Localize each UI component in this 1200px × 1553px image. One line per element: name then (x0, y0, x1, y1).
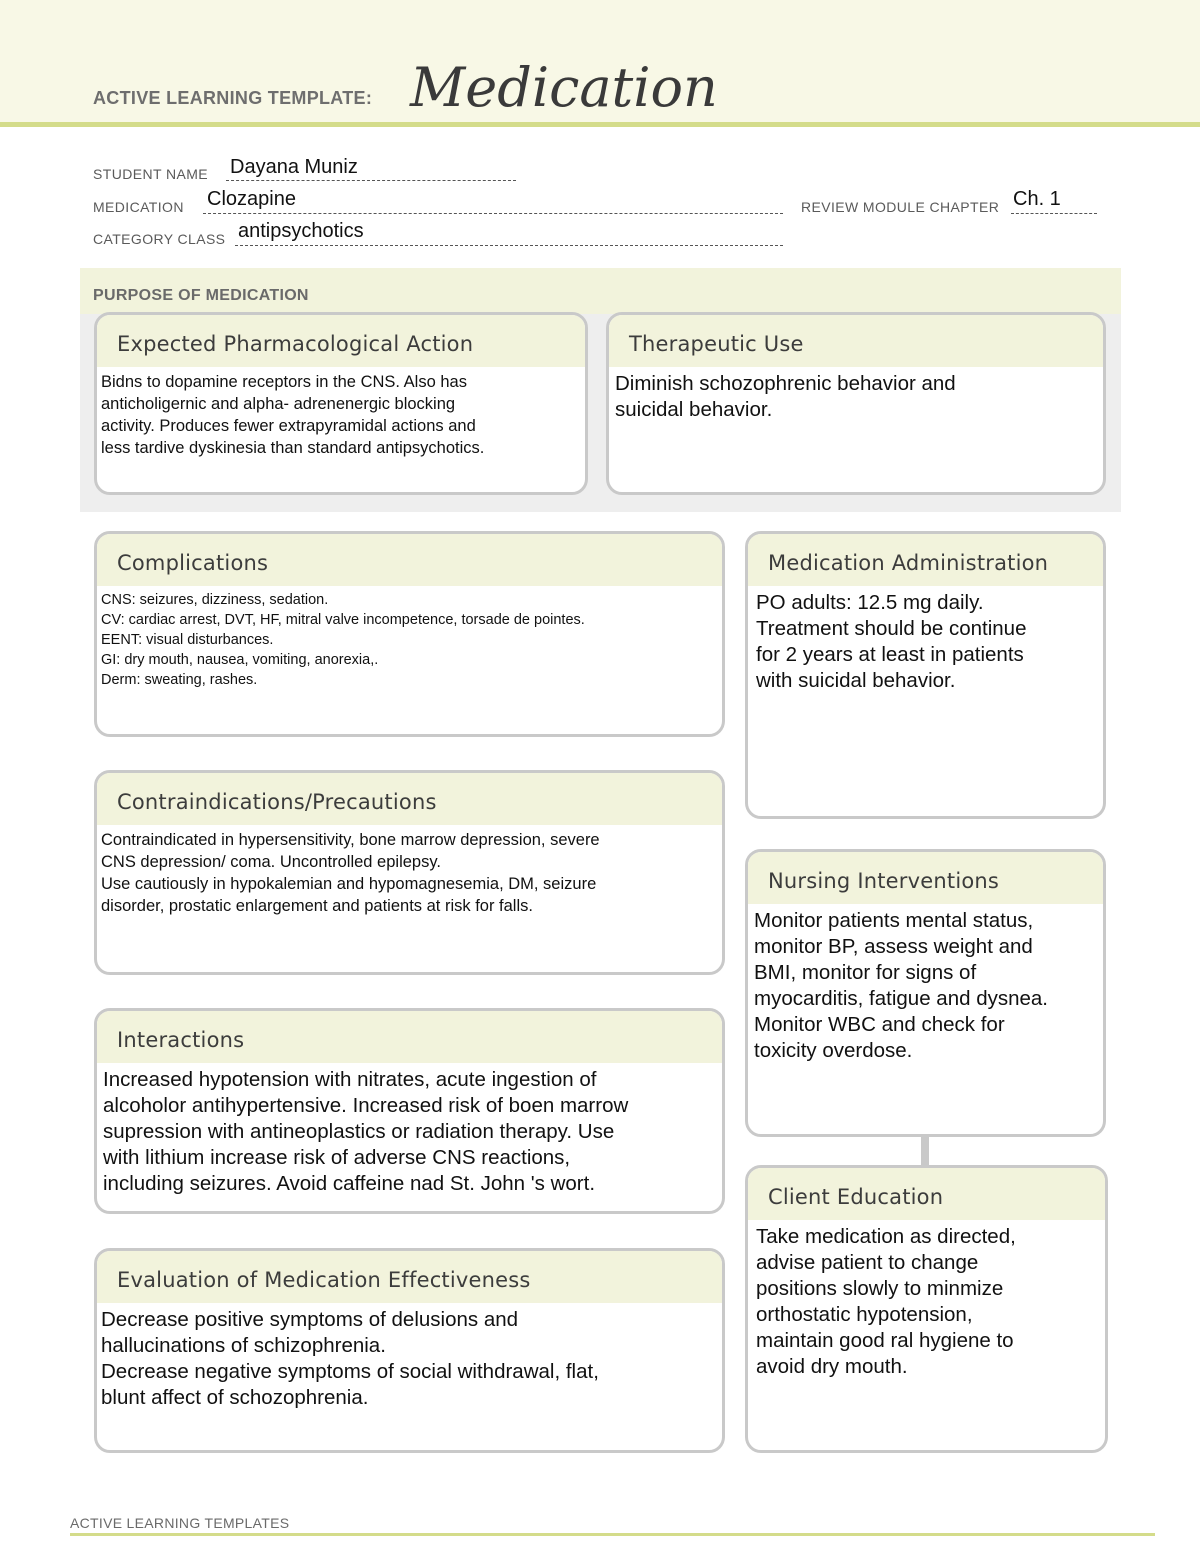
evaluation-text[interactable]: Decrease positive symptoms of delusions and hallucinations of schizophrenia. Decrease negative symptoms of social withdrawal, flat, blunt affect of schozophrenia. (101, 1308, 599, 1409)
interactions-text[interactable]: Increased hypotension with nitrates, acute ingestion of alcoholor antihypertensive. Increased risk of boen marrow supression with antineoplastics or radiation therapy. Use with lithium increase risk of adverse CNS reactions, including seizures. Avoid caffeine nad St. John 's wort. (103, 1068, 629, 1195)
complications-title: Complications (117, 551, 269, 575)
complications-text[interactable]: CNS: seizures, dizziness, sedation. CV: cardiac arrest, DVT, HF, mitral valve incompetence, torsade de pointes. EENT: visual disturbances. GI: dry mouth, nausea, vomiting, anorexia,. Derm: sweating, rashes. (101, 592, 585, 688)
therapeutic-use-title: Therapeutic Use (629, 332, 804, 356)
category-class-line (235, 245, 783, 246)
medication-administration-title: Medication Administration (768, 551, 1049, 575)
student-name-label: STUDENT NAME (93, 166, 208, 182)
review-module-field[interactable]: Ch. 1 (1013, 188, 1061, 210)
connector-bar (921, 1135, 929, 1167)
category-class-field[interactable]: antipsychotics (238, 220, 364, 242)
medication-label: MEDICATION (93, 199, 184, 215)
review-module-label: REVIEW MODULE CHAPTER (801, 199, 1000, 215)
therapeutic-use-text[interactable]: Diminish schozophrenic behavior and suicidal behavior. (615, 372, 956, 421)
contraindications-title: Contraindications/Precautions (117, 790, 437, 814)
client-education-title: Client Education (768, 1185, 944, 1209)
therapeutic-use-box (606, 312, 1106, 495)
medication-field[interactable]: Clozapine (207, 188, 296, 210)
medication-line (203, 213, 783, 214)
interactions-title: Interactions (117, 1028, 245, 1052)
medication-administration-box (745, 531, 1106, 819)
client-education-text[interactable]: Take medication as directed, advise patient to change positions slowly to minmize orthostatic hypotension, maintain good ral hygiene to avoid dry mouth. (756, 1225, 1016, 1378)
nursing-interventions-title: Nursing Interventions (768, 869, 1000, 893)
medication-administration-text[interactable]: PO adults: 12.5 mg daily. Treatment should be continue for 2 years at least in patients with suicidal behavior. (756, 591, 1027, 692)
expected-action-title: Expected Pharmacological Action (117, 332, 474, 356)
nursing-interventions-text[interactable]: Monitor patients mental status, monitor BP, assess weight and BMI, monitor for signs of myocarditis, fatigue and dysnea. Monitor WBC and check for toxicity overdose. (754, 909, 1048, 1062)
footer-label: ACTIVE LEARNING TEMPLATES (70, 1515, 290, 1531)
client-education-box (745, 1165, 1108, 1453)
evaluation-title: Evaluation of Medication Effectiveness (117, 1268, 531, 1292)
template-label: ACTIVE LEARNING TEMPLATE: (93, 88, 373, 108)
category-class-label: CATEGORY CLASS (93, 231, 226, 247)
student-name-field[interactable]: Dayana Muniz (230, 156, 358, 178)
expected-action-box (94, 312, 588, 495)
footer-rule (70, 1533, 1155, 1536)
interactions-box (94, 1008, 725, 1214)
nursing-interventions-box (745, 849, 1106, 1137)
purpose-label: PURPOSE OF MEDICATION (93, 287, 309, 304)
contraindications-text[interactable]: Contraindicated in hypersensitivity, bone marrow depression, severe CNS depression/ coma. Uncontrolled epilepsy. Use cautiously in hypokalemian and hypomagnesemia, DM, seizure disorder, prostatic enlargement and patients at risk for falls. (101, 831, 600, 915)
evaluation-box (94, 1248, 725, 1453)
complications-box (94, 531, 725, 737)
page-title: Medication (410, 56, 718, 119)
contraindications-box (94, 770, 725, 975)
header-rule (0, 122, 1200, 127)
expected-action-text[interactable]: Bidns to dopamine receptors in the CNS. Also has anticholigernic and alpha- adrenenergic blocking activity. Produces fewer extrapyramidal actions and less tardive dyskinesia than standard antipsychotics. (101, 373, 485, 457)
review-module-line (1011, 213, 1097, 214)
student-name-line (226, 180, 516, 181)
